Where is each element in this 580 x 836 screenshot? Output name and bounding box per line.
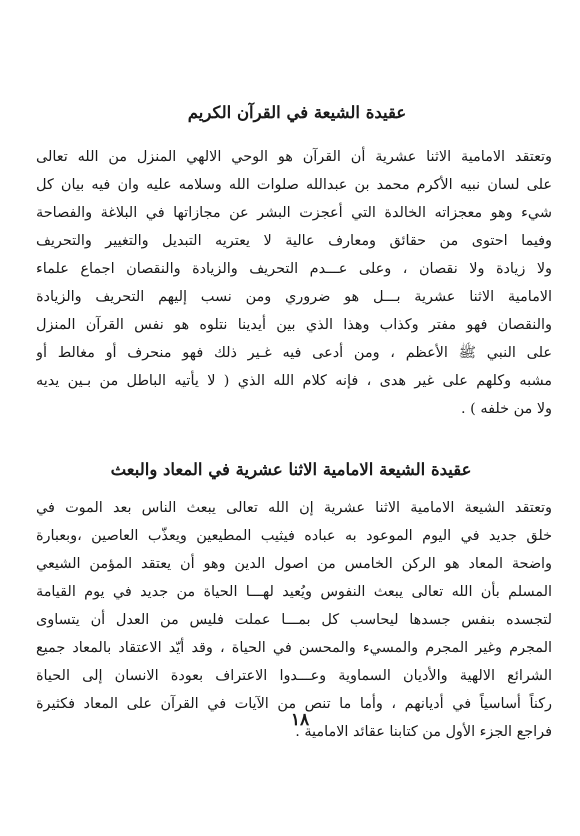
section-heading-quran: عقيدة الشيعة في القرآن الكريم: [187, 103, 407, 122]
text-line: ولا من خلفه ) .: [461, 401, 552, 417]
paragraph-quran: [36, 143, 552, 423]
text-line: وتعتقد الشيعة الامامية الاثنا عشرية إن الله تعالى يبعث الناس بعد الموت في: [36, 500, 552, 516]
text-line: والنقصان فهو مفتر وكذاب وهذا الذي بين أيدينا نتلوه هو نفس القرآن المنزل: [36, 317, 552, 333]
text-line: شيء وهو معجزاته الخالدة التي أعجزت البشر عن مجازاتها في البلاغة والفصاحة: [36, 205, 552, 221]
text-line: ركناً أساسياً في أديانهم ، وأما ما تنص من الآيات في القرآن على المعاد فكثيرة: [36, 696, 552, 712]
text-line: لتجسده بنفس جسدها ليحاسب كل بمـــا عملت فليس من العدل أن يتساوى: [36, 612, 552, 628]
text-line: واضحة المعاد هو الركن الخامس من اصول الدين وهو أن يعتقد المؤمن الشيعي: [36, 556, 552, 572]
section-heading-resurrection: عقيدة الشيعة الامامية الاثنا عشرية في المعاد والبعث: [110, 460, 472, 479]
text-line: مشبه وكلهم على غير هدى ، فإنه كلام الله الذي ( لا يأتيه الباطل من بـين يديه: [36, 373, 552, 389]
text-line: وتعتقد الامامية الاثنا عشرية أن القرآن هو الوحي الالهي المنزل من الله تعالى: [36, 149, 552, 165]
text-line: على لسان نبيه الأكرم محمد بن عبدالله صلوات الله وسلامه عليه وان فيه بيان كل: [36, 177, 552, 193]
text-line: المجرم وغير المجرم والمسيء والمحسن في الحياة ، وقد أيّد الاعتقاد بالمعاد جميع: [36, 640, 552, 656]
text-line: المسلم بأن الله تعالى يبعث النفوس ويُعيد لهـــا الحياة من جديد في يوم القيامة: [36, 584, 552, 600]
text-line: ولا زيادة ولا نقصان ، وعلى عـــدم التحريف والزيادة والنقصان اجماع علماء: [36, 261, 552, 277]
text-line: وفيما احتوى من حقائق ومعارف عالية لا يعتريه التبديل والتغيير والتحريف: [36, 233, 552, 249]
text-line: الشرائع الالهية والأديان السماوية وعـــدوا الاعتراف بعودة الانسان إلى الحياة: [36, 668, 552, 684]
page-number: ١٨: [290, 710, 310, 730]
text-line: فراجع الجزء الأول من كتابنا عقائد الامامية .: [295, 724, 552, 740]
text-line: على النبي ﷺ الأعظم ، ومن أدعى فيه غـير ذلك فهو منحرف أو مغالط أو: [36, 345, 552, 361]
text-line: خلق جديد في اليوم الموعود به عباده فيثيب المطيعين ويعذّب العاصين ،وبعبارة: [36, 528, 552, 544]
text-line: الامامية الاثنا عشرية بـــل هو ضروري ومن نسب إليهم التحريف والزيادة: [36, 289, 552, 305]
